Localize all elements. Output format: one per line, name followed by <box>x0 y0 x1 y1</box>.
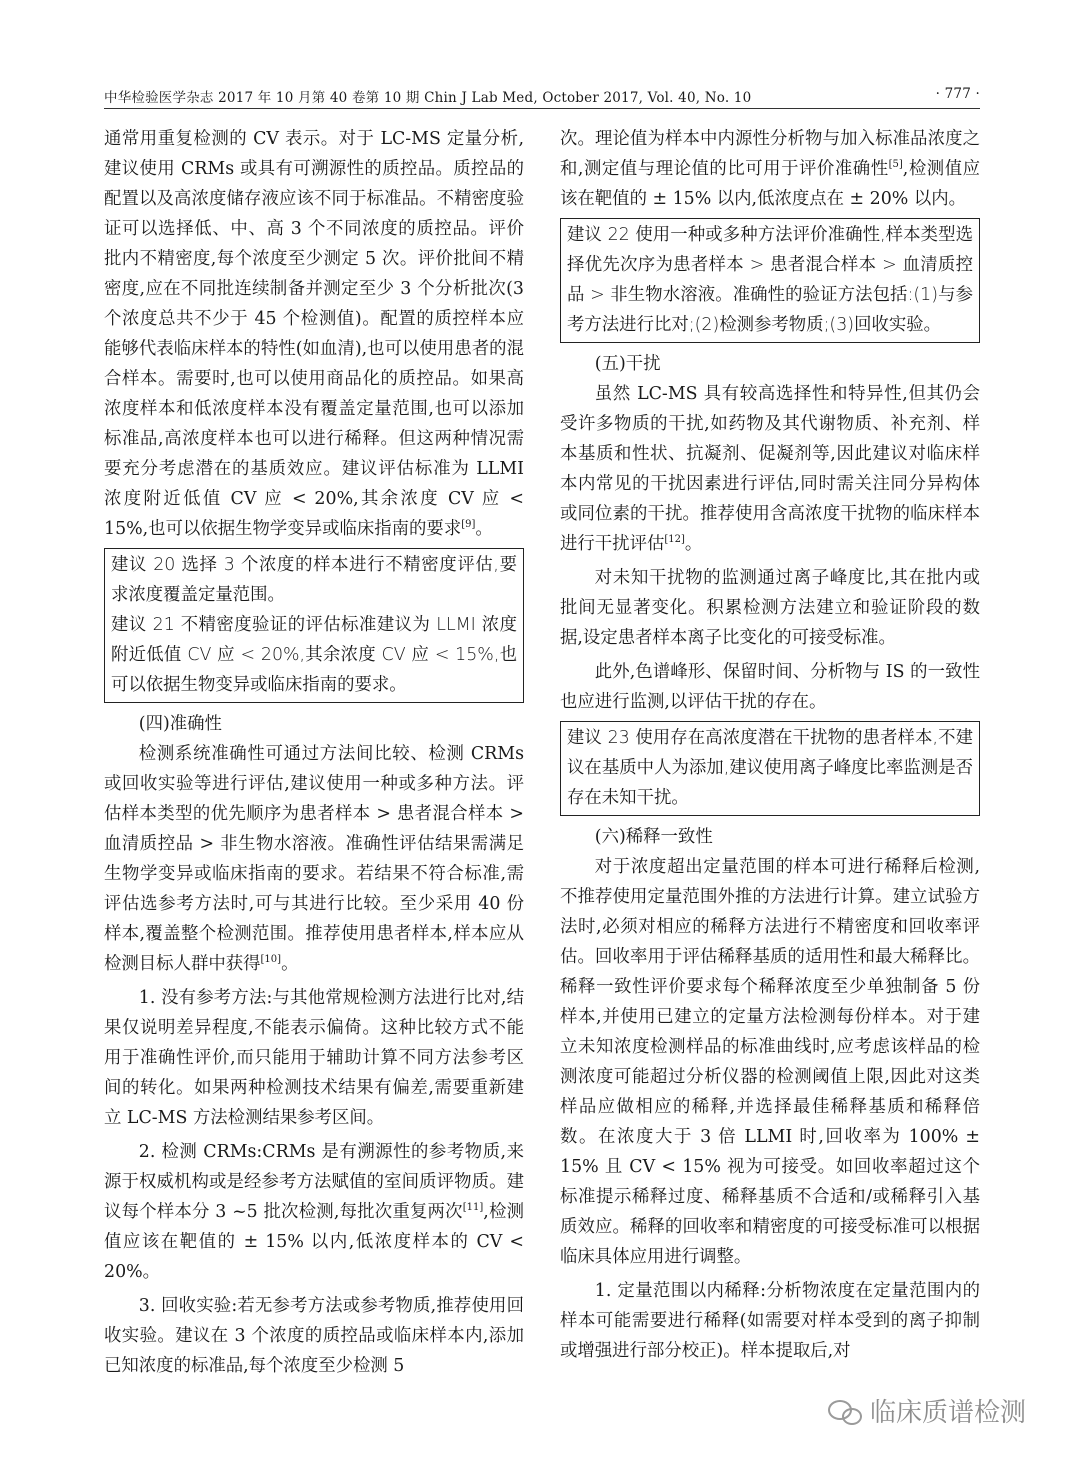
recommendation-box-20-21 <box>104 548 524 703</box>
paragraph-unknown-interference: 对未知干扰物的监测通过离子峰度比,其在批内或批间无显著变化。积累检测方法建立和验证阶段的数据,设定患者样本离子比变化的可接受标准。 <box>560 568 980 648</box>
paragraph-dilution: 对于浓度超出定量范围的样本可进行稀释后检测,不推荐使用定量范围外推的方法进行计算。建立试验方法时,必须对相应的稀释方法进行不精密度和回收率评估。回收率用于评估稀释基质的适用性和最大稀释比。稀释一致性评价要求每个稀释浓度至少单独制备 5 份样本,并使用已建立的定量方法检测每份样本。对于建立未知浓度检测样品的标准曲线时,应考虑该样品的检测浓度可能超过分析仪器的检测阈值上限,因此对这类样品应做相应的稀释,并选择最佳稀释基质和稀释倍数。在浓度大于 3 倍 LLMI 时,回收率为 100% ± 15% 且 CV < 15% 视为可接受。如回收率超过这个标准提示稀释过度、稀释基质不合适和/或稀释引入基质效应。稀释的回收率和精密度的可接受标准可以根据临床具体应用进行调整。 <box>560 857 980 1267</box>
watermark <box>828 1392 1026 1429</box>
right-column <box>560 124 980 1366</box>
header-rule <box>104 108 980 109</box>
paragraph-recovery: 3. 回收实验:若无参考方法或参考物质,推荐使用回收实验。建议在 3 个浓度的质控品或临床样本内,添加已知浓度的标准品,每个浓度至少检测 5 <box>104 1296 524 1376</box>
paragraph-accuracy: 检测系统准确性可通过方法间比较、检测 CRMs 或回收实验等进行评估,建议使用一种或多种方法。评估样本类型的优先顺序为患者样本 > 患者混合样本 > 血清质控品 > 非生物水溶液。准确性评估结果需满足生物学变异或临床指南的要求。若结果不符合标准,需评估选参考方法时,可与其进行比较。至少采用 40 份样本,覆盖整个检测范围。推荐使用患者样本,样本应从检测目标人群中获得[10]。 <box>104 744 524 974</box>
paragraph-no-reference-method: 1. 没有参考方法:与其他常规检测方法进行比对,结果仅说明差异程度,不能表示偏倚。这种比较方式不能用于准确性评价,而只能用于辅助计算不同方法参考区间的转化。如果两种检测技术结果有偏差,需要重新建立 LC-MS 方法检测结果参考区间。 <box>104 988 524 1128</box>
wechat-icon <box>828 1400 864 1424</box>
section-heading-interference: (五)干扰 <box>594 354 661 374</box>
paragraph-within-range-dilution: 1. 定量范围以内稀释:分析物浓度在定量范围内的样本可能需要进行稀释(如需要对样本受到的离子抑制或增强进行部分校正)。样本提取后,对 <box>560 1281 980 1361</box>
section-heading-accuracy: (四)准确性 <box>138 714 222 734</box>
paragraph-interference: 虽然 LC-MS 具有较高选择性和特异性,但其仍会受许多物质的干扰,如药物及其代谢物质、补充剂、样本基质和性状、抗凝剂、促凝剂等,因此建议对临床样本内常见的干扰因素进行评估,同时需关注同分异构体或同位素的干扰。推荐使用含高浓度干扰物的临床样本进行干扰评估[12]。 <box>560 384 980 554</box>
paragraph-peak-shape: 此外,色谱峰形、保留时间、分析物与 IS 的一致性也应进行监测,以评估干扰的存在。 <box>560 662 980 712</box>
left-column <box>104 124 524 1381</box>
recommendation-20: 建议 20 选择 3 个浓度的样本进行不精密度评估,要求浓度覆盖定量范围。 <box>111 555 517 605</box>
journal-citation: 中华检验医学杂志 2017 年 10 月第 40 卷第 10 期 Chin J Lab Med, October 2017, Vol. 40, No. 10 <box>104 90 752 106</box>
paragraph-crms: 2. 检测 CRMs:CRMs 是有溯源性的参考物质,来源于权威机构或是经参考方法赋值的室间质评物质。建议每个样本分 3 ~5 批次检测,每批次重复两次[11],检测值应该在靶值的 ± 15% 以内,低浓度样本的 CV < 20%。 <box>104 1142 524 1282</box>
paragraph-precision: 通常用重复检测的 CV 表示。对于 LC-MS 定量分析,建议使用 CRMs 或具有可溯源性的质控品。质控品的配置以及高浓度储存液应该不同于标准品。不精密度验证可以选择低、中、高 3 个不同浓度的质控品。评价批内不精密度,每个浓度至少测定 5 次。评价批间不精密度,应在不同批连续制备并测定至少 3 个分析批次(3 个浓度总共不少于 45 个检测值)。配置的质控样本应能够代表临床样本的特性(如血清),也可以使用患者的混合样本。需要时,也可以使用商品化的质控品。如果高浓度样本和低浓度样本没有覆盖定量范围,也可以添加标准品,高浓度样本也可以进行稀释。但这两种情况需要充分考虑潜在的基质效应。建议评估标准为 LLMI 浓度附近低值 CV 应 < 20%,其余浓度 CV 应 < 15%,也可以依据生物学变异或临床指南的要求[9]。 <box>104 129 524 539</box>
recommendation-box-23 <box>560 721 980 816</box>
recommendation-box-22 <box>560 218 980 343</box>
page-number: · 777 · <box>935 86 980 102</box>
section-heading-dilution: (六)稀释一致性 <box>594 827 713 847</box>
watermark-text: 临床质谱检测 <box>870 1398 1027 1428</box>
recommendation-22: 建议 22 使用一种或多种方法评价准确性,样本类型选择优先次序为患者样本 > 患者混合样本 > 血清质控品 > 非生物水溶液。准确性的验证方法包括:(1)与参考方法进行比对;(2)检测参考物质;(3)回收实验。 <box>567 225 973 335</box>
recommendation-23: 建议 23 使用存在高浓度潜在干扰物的患者样本,不建议在基质中人为添加,建议使用离子峰度比率监测是否存在未知干扰。 <box>567 728 973 808</box>
recommendation-21: 建议 21 不精密度验证的评估标准建议为 LLMI 浓度附近低值 CV 应 < 20%,其余浓度 CV 应 < 15%,也可以依据生物变异或临床指南的要求。 <box>111 615 517 695</box>
paragraph-recovery-cont: 次。理论值为样本中内源性分析物与加入标准品浓度之和,测定值与理论值的比可用于评价准确性[5],检测值应该在靶值的 ± 15% 以内,低浓度点在 ± 20% 以内。 <box>560 129 981 209</box>
